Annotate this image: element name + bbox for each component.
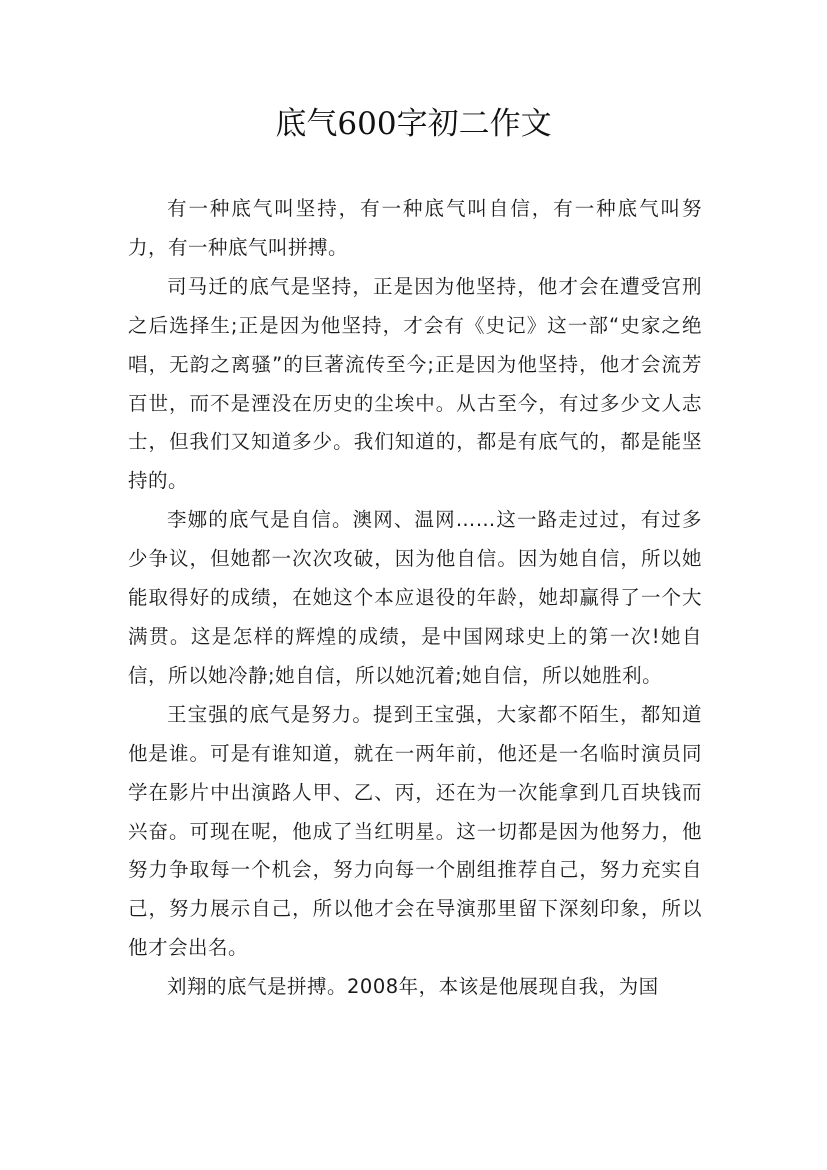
paragraph: 有一种底气叫坚持，有一种底气叫自信，有一种底气叫努力，有一种底气叫拼搏。 <box>128 197 702 259</box>
paragraph: 刘翔的底气是拼搏。2008年，本该是他展现自我，为国 <box>167 975 659 999</box>
paragraph: 李娜的底气是自信。澳网、温网……这一路走过过，有过多少争议，但她都一次次攻破，因为他自信。因为她自信，所以她能取得好的成绩，在她这个本应退役的年龄，她却赢得了一个大满贯。这是怎样的辉煌的成绩，是中国网球史上的第一次!她自信，所以她冷静;她自信，所以她沉着;她自信，所以她胜利。 <box>128 508 702 687</box>
document-body <box>128 190 702 1007</box>
document-title: 底气600字初二作文 <box>275 106 552 142</box>
paragraph: 司马迁的底气是坚持，正是因为他坚持，他才会在遭受宫刑之后选择生;正是因为他坚持，才会有《史记》这一部“史家之绝唱，无韵之离骚”的巨著流传至今;正是因为他坚持，他才会流芳百世，而不是湮没在历史的尘埃中。从古至今，有过多少文人志士，但我们又知道多少。我们知道的，都是有底气的，都是能坚持的。 <box>128 274 702 493</box>
paragraph: 王宝强的底气是努力。提到王宝强，大家都不陌生，都知道他是谁。可是有谁知道，就在一两年前，他还是一名临时演员同学在影片中出演路人甲、乙、丙，还在为一次能拿到几百块钱而兴奋。可现在呢，他成了当红明星。这一切都是因为他努力，他努力争取每一个机会，努力向每一个剧组推荐自己，努力充实自己，努力展示自己，所以他才会在导演那里留下深刻印象，所以他才会出名。 <box>128 702 702 960</box>
